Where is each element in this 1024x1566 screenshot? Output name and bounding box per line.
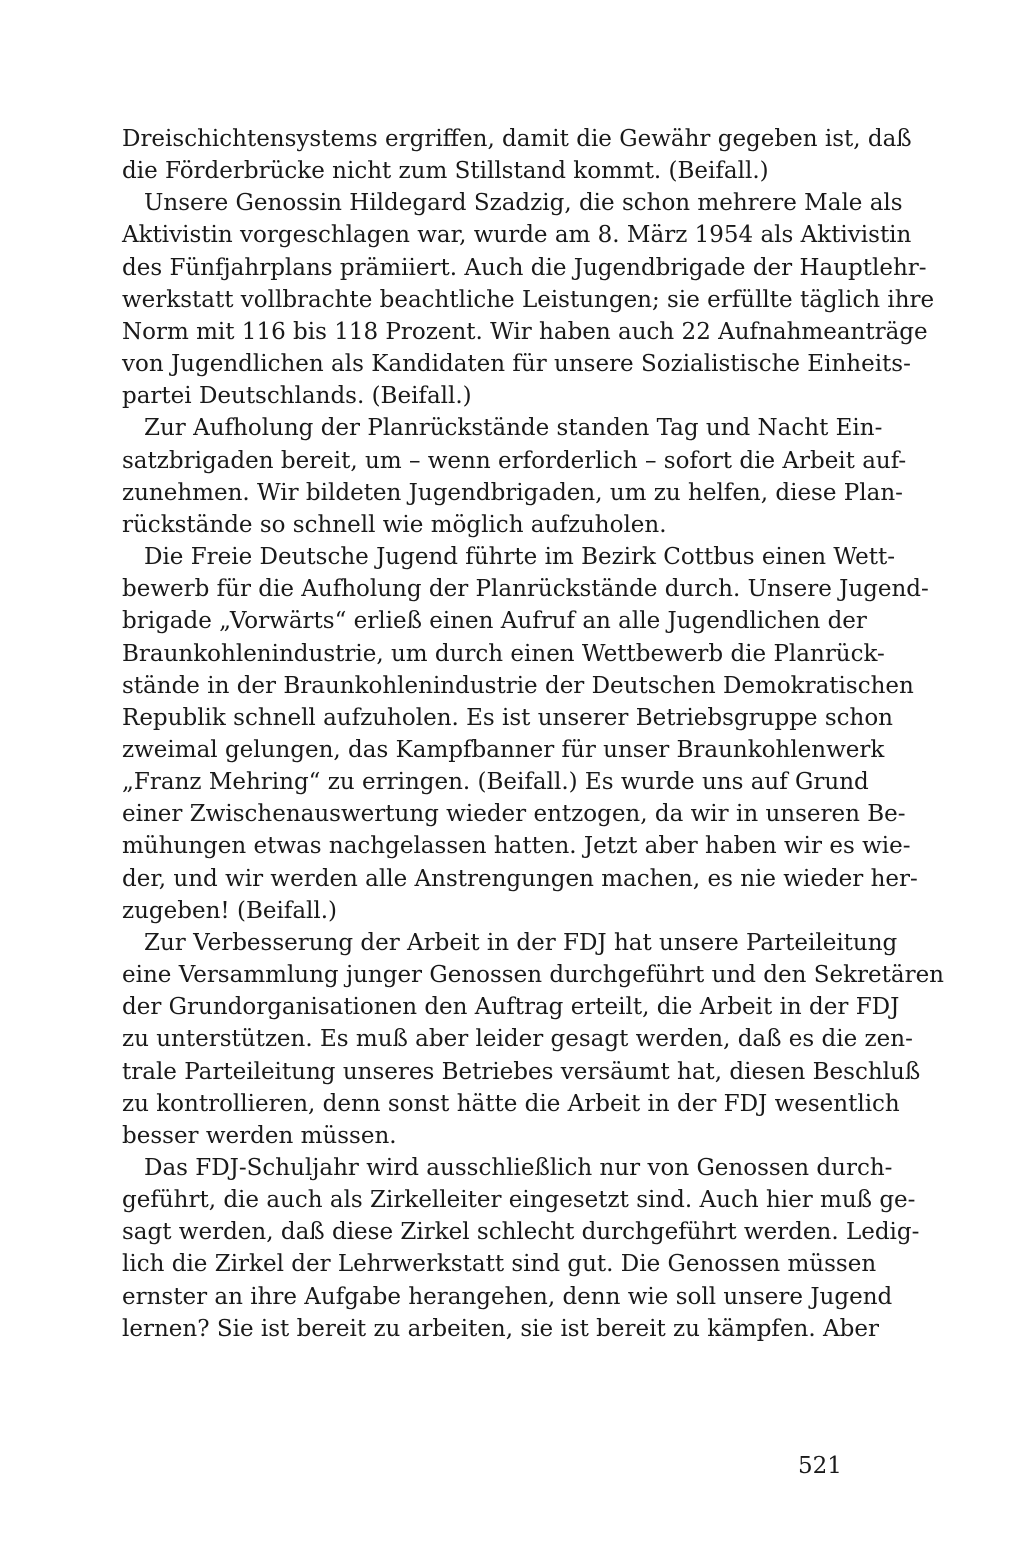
- text-line: Dreischichtensystems ergriffen, damit die Gewähr gegeben ist, daß: [122, 126, 912, 152]
- text-line: rückstände so schnell wie möglich aufzuholen.: [122, 511, 667, 538]
- text-line: zunehmen. Wir bildeten Jugendbrigaden, um zu helfen, diese Plan-: [122, 479, 903, 506]
- body-text: [122, 123, 944, 1345]
- text-line: lich die Zirkel der Lehrwerkstatt sind gut. Die Genossen müssen: [122, 1251, 877, 1278]
- text-line: bewerb für die Aufholung der Planrückstände durch. Unsere Jugend-: [122, 576, 929, 603]
- text-line: sagt werden, daß diese Zirkel schlecht durchgeführt werden. Ledig-: [122, 1219, 920, 1246]
- paragraph: [122, 927, 944, 1152]
- text-line: eine Versammlung junger Genossen durchgeführt und den Sekretären: [122, 962, 944, 989]
- text-line: Braunkohlenindustrie, um durch einen Wettbewerb die Planrück-: [122, 640, 885, 667]
- paragraph: [122, 1152, 920, 1345]
- text-line: mühungen etwas nachgelassen hatten. Jetzt aber haben wir es wie-: [122, 833, 911, 860]
- text-line: partei Deutschlands. (Beifall.): [122, 383, 472, 410]
- text-line: zweimal gelungen, das Kampfbanner für unser Braunkohlenwerk: [122, 736, 885, 763]
- text-line: zugeben! (Beifall.): [122, 897, 338, 924]
- text-line: zu unterstützen. Es muß aber leider gesagt werden, daß es die zen-: [122, 1026, 913, 1053]
- text-line: Norm mit 116 bis 118 Prozent. Wir haben auch 22 Aufnahmeanträge: [122, 318, 928, 345]
- text-line: Die Freie Deutsche Jugend führte im Bezirk Cottbus einen Wett-: [144, 544, 896, 571]
- text-line: Das FDJ-Schuljahr wird ausschließlich nur von Genossen durch-: [144, 1155, 893, 1181]
- text-line: die Förderbrücke nicht zum Stillstand kommt. (Beifall.): [122, 158, 769, 185]
- text-line: Republik schnell aufzuholen. Es ist unserer Betriebsgruppe schon: [122, 704, 893, 731]
- text-line: des Fünfjahrplans prämiiert. Auch die Jugendbrigade der Hauptlehr-: [122, 254, 927, 281]
- text-line: brigade „Vorwärts“ erließ einen Aufruf an alle Jugendlichen der: [122, 608, 867, 635]
- paragraph: [122, 187, 935, 412]
- text-line: einer Zwischenauswertung wieder entzogen, da wir in unseren Be-: [122, 801, 906, 828]
- text-line: trale Parteileitung unseres Betriebes versäumt hat, diesen Beschluß: [122, 1058, 921, 1085]
- text-line: der, und wir werden alle Anstrengungen machen, es nie wieder her-: [122, 865, 918, 892]
- text-line: Zur Verbesserung der Arbeit in der FDJ hat unsere Parteileitung: [144, 929, 898, 956]
- text-line: lernen? Sie ist bereit zu arbeiten, sie ist bereit zu kämpfen. Aber: [122, 1315, 879, 1342]
- paragraph: [122, 412, 907, 541]
- text-line: werkstatt vollbrachte beachtliche Leistungen; sie erfüllte täglich ihre: [122, 286, 935, 313]
- text-line: zu kontrollieren, denn sonst hätte die Arbeit in der FDJ wesentlich: [122, 1090, 900, 1117]
- page-number: 521: [798, 1453, 842, 1479]
- paragraph: [122, 123, 912, 187]
- text-line: der Grundorganisationen den Auftrag erteilt, die Arbeit in der FDJ: [122, 994, 900, 1021]
- text-line: Zur Aufholung der Planrückstände standen Tag und Nacht Ein-: [144, 415, 883, 442]
- text-line: „Franz Mehring“ zu erringen. (Beifall.) Es wurde uns auf Grund: [122, 769, 869, 796]
- text-line: Unsere Genossin Hildegard Szadzig, die schon mehrere Male als: [144, 190, 903, 217]
- text-line: von Jugendlichen als Kandidaten für unsere Sozialistische Einheits-: [122, 351, 911, 378]
- paragraph: [122, 541, 929, 927]
- text-line: Aktivistin vorgeschlagen war, wurde am 8. März 1954 als Aktivistin: [122, 222, 912, 249]
- text-line: ernster an ihre Aufgabe herangehen, denn wie soll unsere Jugend: [122, 1283, 893, 1310]
- text-line: stände in der Braunkohlenindustrie der Deutschen Demokratischen: [122, 672, 914, 699]
- text-line: geführt, die auch als Zirkelleiter eingesetzt sind. Auch hier muß ge-: [122, 1187, 916, 1214]
- text-line: satzbrigaden bereit, um – wenn erforderlich – sofort die Arbeit auf-: [122, 447, 907, 474]
- text-line: besser werden müssen.: [122, 1122, 397, 1149]
